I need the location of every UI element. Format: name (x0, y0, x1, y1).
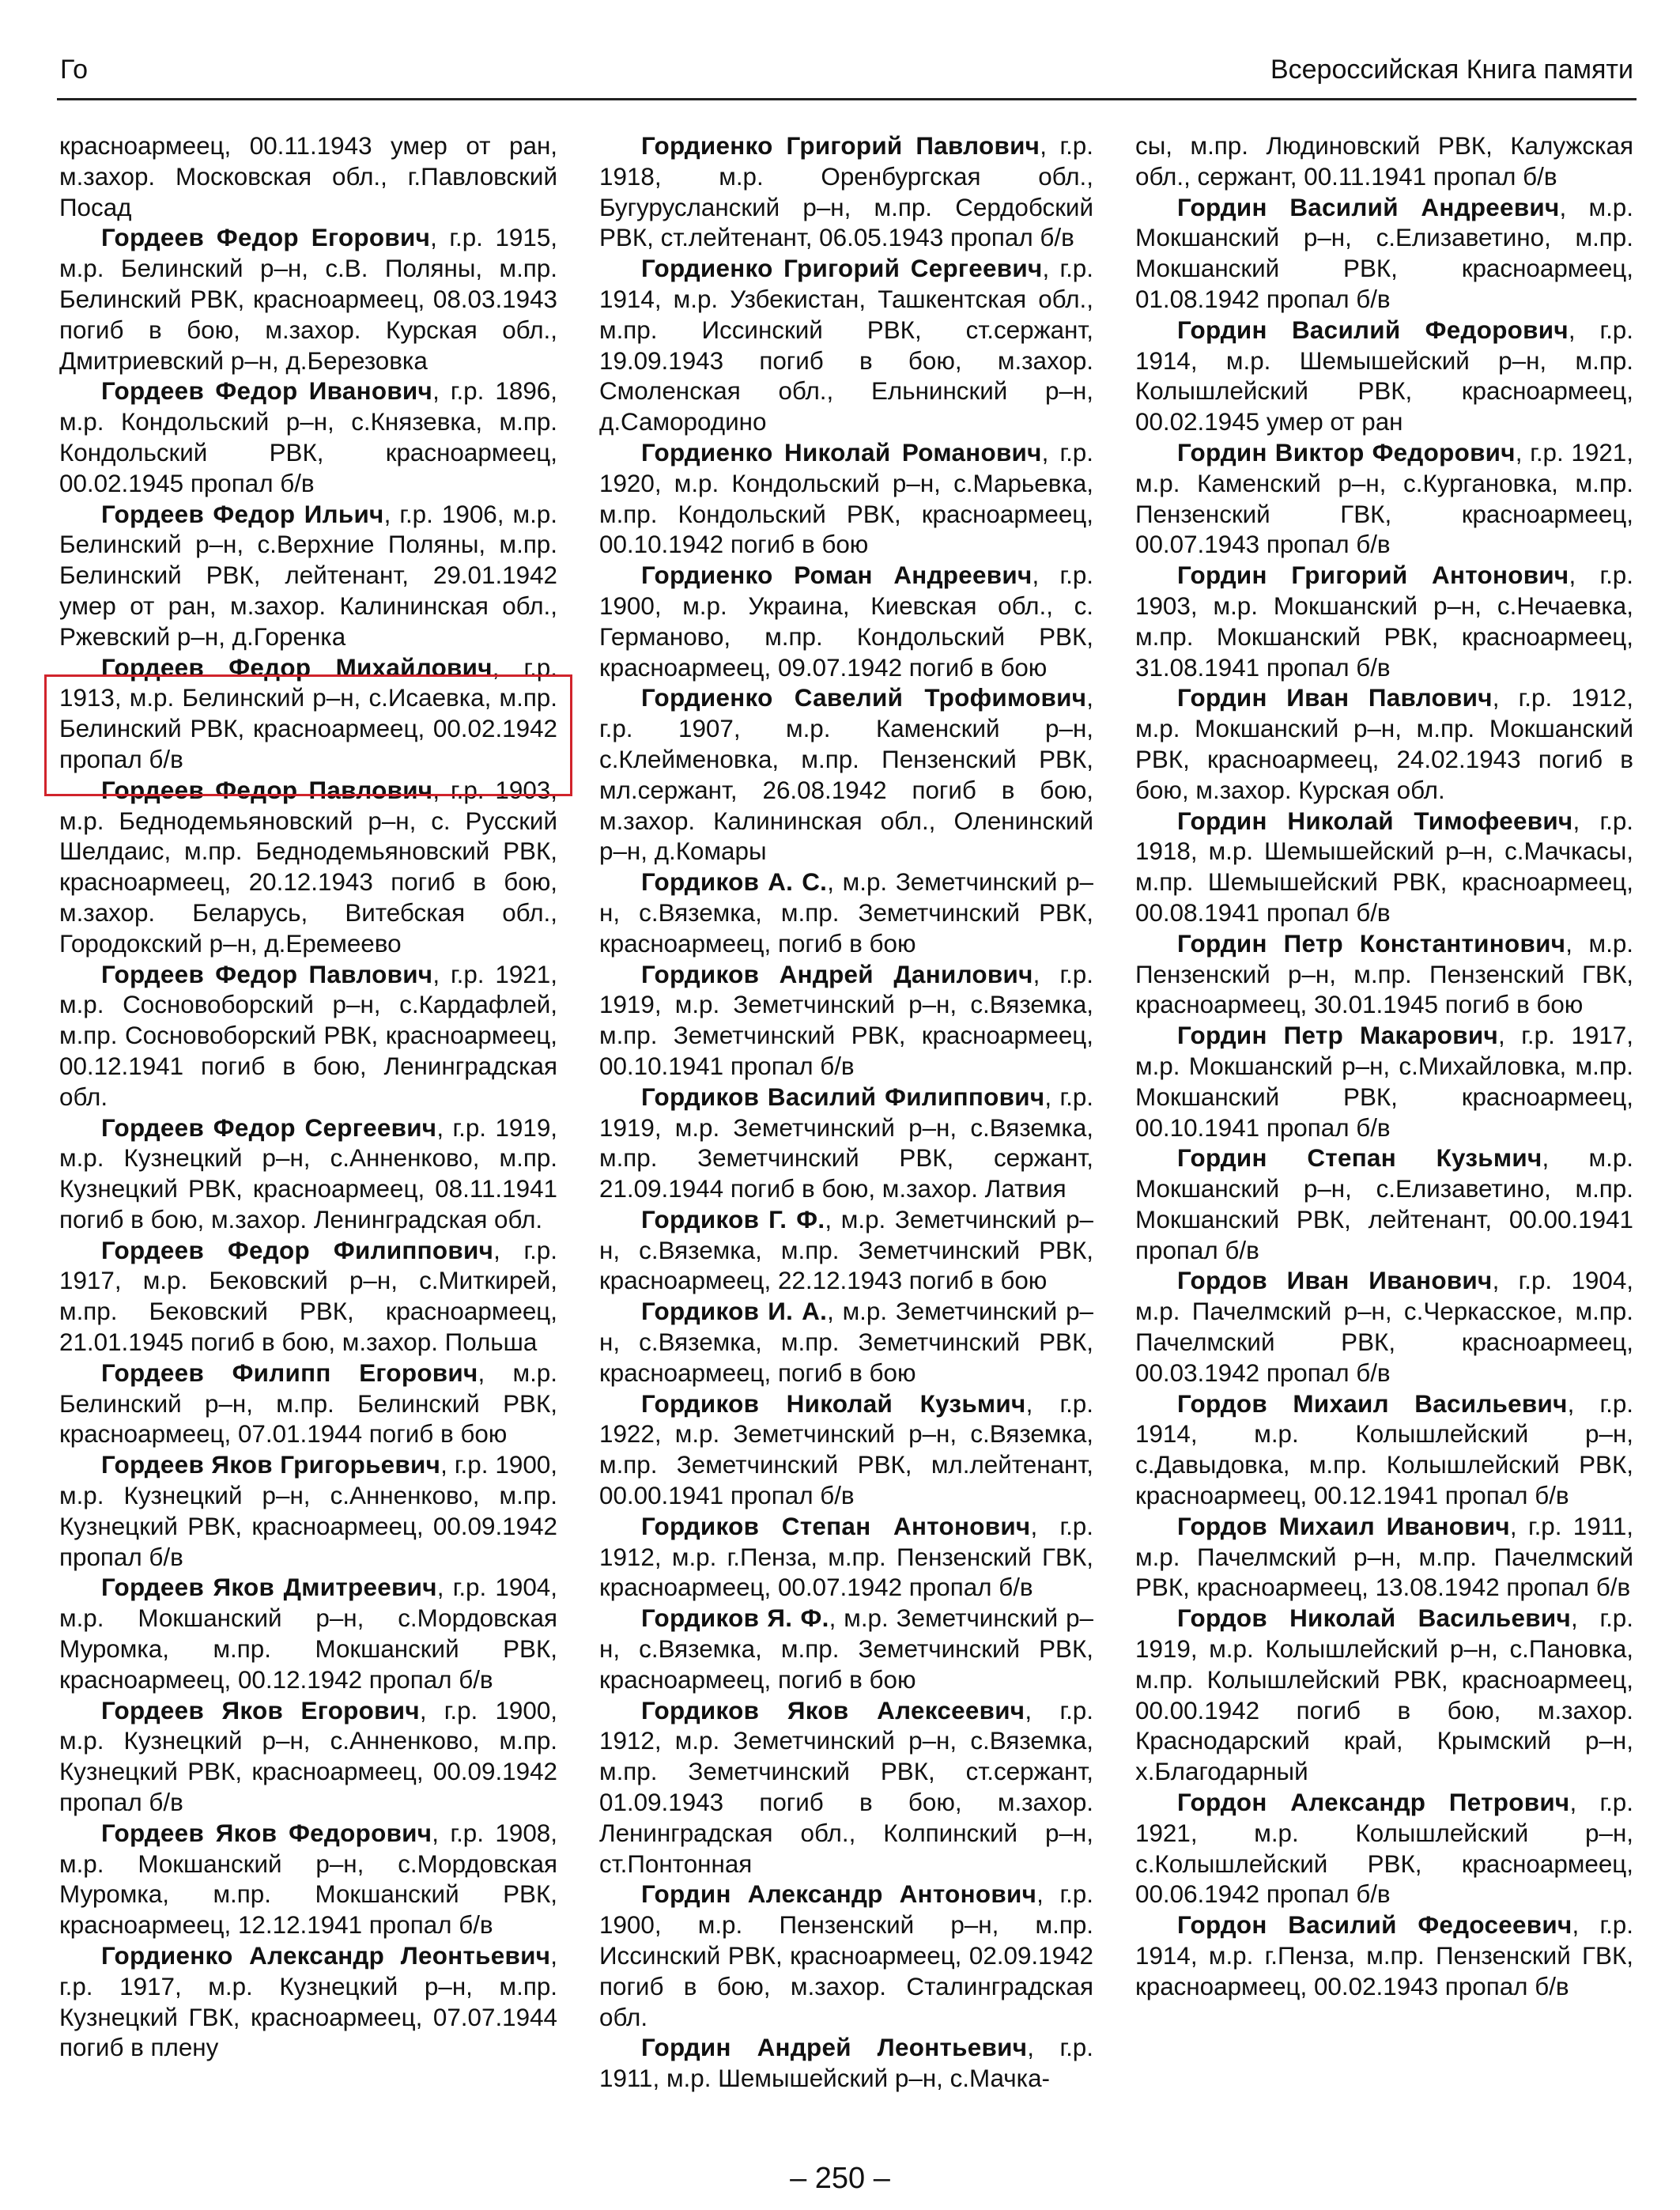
entry-details: , г.р. 1912, м.р. Земетчинский р–н, с.Вяземка, м.пр. Земетчинский РВК, ст.сержант, 01.09.1943 погиб в бою, м.захор. Ленинградская обл., Колпинский р–н, ст.Понтонная (599, 1696, 1093, 1878)
person-name: Гордеев Федор Филиппович (101, 1236, 494, 1264)
memorial-entry (59, 1573, 557, 1695)
person-name: Гордеев Яков Дмитреевич (101, 1573, 437, 1602)
memorial-entry (599, 438, 1093, 561)
text-column-2 (599, 131, 1093, 2095)
entry-details: , г.р. 1921, м.р. Сосновоборский р–н, с.Кардафлей, м.пр. Сосновоборский РВК, красноармеец, 00.12.1941 погиб в бою, Ленинградская обл. (59, 960, 557, 1111)
entry-details: , г.р. 1911, м.р. Пачелмский р–н, м.пр. Пачелмский РВК, красноармеец, 13.08.1942 пропал б/в (1135, 1512, 1634, 1602)
memorial-entry (599, 1696, 1093, 1880)
person-name: Гордиенко Александр Леонтьевич (101, 1942, 551, 1970)
entry-details: красноармеец, 00.11.1943 умер от ран, м.захор. Московская обл., г.Павловский Посад (59, 132, 557, 221)
entry-details: , г.р. 1908, м.р. Мокшанский р–н, с.Мордовская Муромка, м.пр. Мокшанский РВК, красноармеец, 12.12.1941 пропал б/в (59, 1819, 557, 1940)
entry-details: , м.р. Мокшанский р–н, с.Елизаветино, м.пр. Мокшанский РВК, лейтенант, 00.00.1941 пропал б/в (1135, 1144, 1633, 1264)
text-column-1 (59, 131, 557, 2064)
person-name: Гордеев Федор Егорович (101, 224, 431, 252)
entry-details: , г.р. 1906, м.р. Белинский р–н, с.Верхние Поляны, м.пр. Белинский РВК, лейтенант, 29.01.1942 умер от ран, м.захор. Калининская обл., Ржевский р–н, д.Горенка (59, 500, 557, 651)
person-name: Гордон Александр Петрович (1177, 1789, 1570, 1817)
memorial-entry (1135, 1604, 1633, 1788)
entry-details: , г.р. 1922, м.р. Земетчинский р–н, с.Вяземка, м.пр. Земетчинский РВК, мл.лейтенант, 00.00.1941 пропал б/в (599, 1389, 1093, 1510)
person-name: Гордиков Степан Антонович (641, 1512, 1031, 1540)
entry-details: , г.р. 1917, м.р. Кузнецкий р–н, м.пр. Кузнецкий ГВК, красноармеец, 07.07.1944 погиб в плену (59, 1942, 557, 2062)
person-name: Гордиенко Григорий Павлович (641, 132, 1040, 160)
entry-details: , г.р. 1921, м.р. Каменский р–н, с.Кургановка, м.пр. Пензенский ГВК, красноармеец, 00.07.1943 пропал б/в (1135, 438, 1633, 559)
person-name: Гордеев Яков Егорович (101, 1696, 420, 1725)
entry-details: , г.р. 1900, м.р. Украина, Киевская обл., с. Германово, м.пр. Кондольский РВК, красноармеец, 09.07.1942 погиб в бою (599, 561, 1093, 682)
entry-details: , г.р. 1920, м.р. Кондольский р–н, с.Марьевка, м.пр. Кондольский РВК, красноармеец, 00.10.1942 погиб в бою (599, 438, 1093, 559)
person-name: Гордин Петр Константинович (1177, 929, 1566, 958)
person-name: Гордеев Федор Сергеевич (101, 1113, 437, 1142)
memorial-entry (59, 1696, 557, 1819)
person-name: Гордиков Андрей Данилович (641, 960, 1033, 988)
memorial-entry (1135, 131, 1633, 193)
person-name: Гордеев Яков Федорович (101, 1819, 432, 1847)
entry-details: , г.р. 1900, м.р. Пензенский р–н, м.пр. Иссинский РВК, красноармеец, 02.09.1942 погиб в бою, м.захор. Сталинградская обл. (599, 1880, 1093, 2031)
memorial-entry (59, 223, 557, 376)
memorial-entry (1135, 561, 1633, 683)
text-column-3 (1135, 131, 1633, 2003)
memorial-entry (599, 2033, 1093, 2095)
memorial-entry (599, 1512, 1093, 1604)
memorial-entry (599, 1082, 1093, 1205)
entry-details: , г.р. 1919, м.р. Кузнецкий р–н, с.Анненково, м.пр. Кузнецкий РВК, красноармеец, 08.11.1941 погиб в бою, м.захор. Ленинградская обл. (59, 1113, 557, 1233)
entry-details: , г.р. 1918, м.р. Оренбургская обл., Бугурусланский р–н, м.пр. Сердобский РВК, ст.лейтенант, 06.05.1943 пропал б/в (599, 132, 1093, 252)
memorial-entry (599, 1297, 1093, 1388)
memorial-entry (599, 1604, 1093, 1695)
entry-details: , г.р. 1896, м.р. Кондольский р–н, с.Князевка, м.пр. Кондольский РВК, красноармеец, 00.02.1945 пропал б/в (59, 377, 557, 497)
entry-details: , г.р. 1921, м.р. Колышлейский р–н, с.Колышлейский РВК, красноармеец, 00.06.1942 пропал б/в (1135, 1789, 1633, 1909)
header-book-title: Всероссийская Книга памяти (1270, 55, 1633, 85)
memorial-entry (1135, 315, 1633, 438)
person-name: Гордов Михаил Васильевич (1177, 1389, 1568, 1418)
memorial-entry (1135, 193, 1633, 315)
memorial-entry (1135, 1389, 1633, 1512)
memorial-entry (1135, 1143, 1633, 1266)
memorial-entry (1135, 683, 1633, 806)
person-name: Гордиков Василий Филиппович (641, 1082, 1045, 1111)
memorial-entry (1135, 929, 1633, 1021)
memorial-entry (599, 1389, 1093, 1512)
entry-details: , г.р. 1907, м.р. Каменский р–н, с.Клейменовка, м.пр. Пензенский РВК, мл.сержант, 26.08.1942 погиб в бою, м.захор. Калининская обл., Оленинский р–н, д.Комары (599, 684, 1093, 866)
memorial-entry (59, 376, 557, 499)
memorial-entry (599, 561, 1093, 683)
memorial-entry (59, 1236, 557, 1358)
entry-details: , г.р. 1919, м.р. Земетчинский р–н, с.Вяземка, м.пр. Земетчинский РВК, сержант, 21.09.1944 погиб в бою, м.захор. Латвия (599, 1082, 1093, 1203)
person-name: Гордов Иван Иванович (1177, 1267, 1493, 1295)
entry-details: , г.р. 1915, м.р. Белинский р–н, с.В. Поляны, м.пр. Белинский РВК, красноармеец, 08.03.1943 погиб в бою, м.захор. Курская обл., Дмитриевский р–н, д.Березовка (59, 224, 557, 375)
highlight-box (44, 674, 572, 796)
person-name: Гордин Василий Андреевич (1177, 193, 1560, 221)
memorial-entry (59, 1450, 557, 1573)
person-name: Гордиенко Роман Андреевич (641, 561, 1033, 590)
memorial-entry (59, 1941, 557, 2064)
memorial-entry (1135, 1910, 1633, 2002)
entry-details: сы, м.пр. Людиновский РВК, Калужская обл., сержант, 00.11.1941 пропал б/в (1135, 132, 1633, 191)
person-name: Гордеев Федор Ильич (101, 500, 384, 528)
entry-details: , м.р. Земетчинский р–н, с.Вяземка, м.пр. Земетчинский РВК, красноармеец, погиб в бою (599, 1604, 1093, 1694)
person-name: Гордиков И. А. (641, 1298, 828, 1326)
entry-details: , м.р. Белинский р–н, м.пр. Белинский РВК, красноармеец, 07.01.1944 погиб в бою (59, 1358, 557, 1449)
entry-details: , м.р. Земетчинский р–н, с.Вяземка, м.пр. Земетчинский РВК, красноармеец, 22.12.1943 погиб в бою (599, 1205, 1093, 1295)
person-name: Гордеев Федор Михайлович (101, 653, 493, 682)
person-name: Гордов Михаил Иванович (1177, 1512, 1510, 1540)
entry-details: , г.р. 1917, м.р. Мокшанский р–н, с.Михайловка, м.пр. Мокшанский РВК, красноармеец, 00.10.1941 пропал б/в (1135, 1022, 1633, 1142)
memorial-entry (599, 131, 1093, 254)
person-name: Гордеев Филипп Егорович (101, 1358, 478, 1387)
person-name: Гордин Виктор Федорович (1177, 438, 1516, 467)
entry-details: , г.р. 1917, м.р. Бековский р–н, с.Миткирей, м.пр. Бековский РВК, красноармеец, 21.01.1945 погиб в бою, м.захор. Польша (59, 1236, 557, 1357)
memorial-entry (1135, 1788, 1633, 1910)
person-name: Гордеев Федор Иванович (101, 377, 433, 406)
memorial-entry (59, 960, 557, 1113)
entry-details: , г.р. 1913, м.р. Белинский р–н, с.Исаевка, м.пр. Белинский РВК, красноармеец, 00.02.1942 пропал б/в (59, 653, 557, 773)
memorial-entry (1135, 807, 1633, 929)
person-name: Гордиков А. С. (641, 868, 828, 897)
entry-details: , г.р. 1900, м.р. Кузнецкий р–н, с.Анненково, м.пр. Кузнецкий РВК, красноармеец, 00.09.1942 пропал б/в (59, 1451, 557, 1571)
person-name: Гордиков Николай Кузьмич (641, 1389, 1026, 1418)
entry-details: , г.р. 1912, м.р. Мокшанский р–н, м.пр. Мокшанский РВК, красноармеец, 24.02.1943 погиб в бою, м.захор. Курская обл. (1135, 684, 1633, 804)
memorial-entry (599, 1879, 1093, 2033)
person-name: Гордин Петр Макарович (1177, 1022, 1498, 1050)
person-name: Гордин Григорий Антонович (1177, 561, 1569, 590)
entry-details: , г.р. 1911, м.р. Шемышейский р–н, с.Мачка- (599, 2034, 1093, 2093)
person-name: Гордон Василий Федосеевич (1177, 1911, 1572, 1940)
person-name: Гордиенко Савелий Трофимович (641, 684, 1087, 712)
memorial-entry (1135, 1512, 1633, 1604)
memorial-entry (599, 254, 1093, 438)
memorial-entry (599, 867, 1093, 959)
memorial-entry (599, 1205, 1093, 1297)
person-name: Гордиков Яков Алексеевич (641, 1696, 1025, 1725)
running-header (60, 52, 1633, 87)
person-name: Гордеев Федор Павлович (101, 960, 433, 988)
entry-details: , г.р. 1912, м.р. г.Пенза, м.пр. Пензенский ГВК, красноармеец, 00.07.1942 пропал б/в (599, 1512, 1093, 1602)
memorial-entry (59, 500, 557, 653)
entry-details: , м.р. Пензенский р–н, м.пр. Пензенский ГВК, красноармеец, 30.01.1945 погиб в бою (1135, 929, 1633, 1019)
header-section-letters: Го (60, 55, 89, 85)
person-name: Гордин Василий Федорович (1177, 315, 1569, 344)
memorial-entry (59, 1819, 557, 1941)
person-name: Гордин Александр Антонович (641, 1880, 1037, 1909)
entry-details: , г.р. 1918, м.р. Шемышейский р–н, с.Мачкасы, м.пр. Шемышейский РВК, красноармеец, 00.08.1941 пропал б/в (1135, 807, 1633, 927)
entry-details: , г.р. 1919, м.р. Земетчинский р–н, с.Вяземка, м.пр. Земетчинский РВК, красноармеец, 00.10.1941 пропал б/в (599, 960, 1093, 1080)
entry-details: , г.р. 1914, м.р. Шемышейский р–н, м.пр. Колышлейский РВК, красноармеец, 00.02.1945 умер от ран (1135, 315, 1633, 436)
person-name: Гордов Николай Васильевич (1177, 1604, 1571, 1633)
entry-details: , г.р. 1903, м.р. Мокшанский р–н, с.Нечаевка, м.пр. Мокшанский РВК, красноармеец, 31.08.1941 пропал б/в (1135, 561, 1633, 682)
memorial-entry (1135, 1266, 1633, 1388)
memorial-entry (599, 683, 1093, 867)
person-name: Гордиенко Григорий Сергеевич (641, 255, 1043, 283)
entry-details: , г.р. 1904, м.р. Мокшанский р–н, с.Мордовская Муромка, м.пр. Мокшанский РВК, красноармеец, 00.12.1942 пропал б/в (59, 1573, 557, 1694)
person-name: Гордин Андрей Леонтьевич (641, 2034, 1028, 2062)
entry-details: , г.р. 1914, м.р. г.Пенза, м.пр. Пензенский ГВК, красноармеец, 00.02.1943 пропал б/в (1135, 1911, 1633, 2000)
person-name: Гордиков Г. Ф. (641, 1205, 825, 1233)
person-name: Гордеев Федор Павлович (101, 776, 433, 804)
entry-details: , г.р. 1903, м.р. Беднодемьяновский р–н, с. Русский Шелдаис, м.пр. Беднодемьяновский РВК, красноармеец, 20.12.1943 погиб в бою, м.захор. Беларусь, Витебская обл., Городокский р–н, д.Еремеево (59, 776, 557, 958)
person-name: Гордин Степан Кузьмич (1177, 1144, 1542, 1173)
memorial-entry (59, 131, 557, 223)
entry-details: , г.р. 1919, м.р. Колышлейский р–н, с.Пановка, м.пр. Колышлейский РВК, красноармеец, 00.00.1942 погиб в бою, м.захор. Краснодарский край, Крымский р–н, х.Благодарный (1135, 1604, 1633, 1786)
memorial-entry (1135, 1021, 1633, 1143)
memorial-entry (59, 776, 557, 960)
memorial-entry (59, 1113, 557, 1236)
entry-details: , г.р. 1904, м.р. Пачелмский р–н, с.Черкасское, м.пр. Пачелмский РВК, красноармеец, 00.03.1942 пропал б/в (1135, 1267, 1633, 1387)
header-rule (57, 98, 1637, 100)
memorial-entry (1135, 438, 1633, 561)
person-name: Гордиков Я. Ф. (641, 1604, 829, 1633)
entry-details: , м.р. Мокшанский р–н, с.Елизаветино, м.пр. Мокшанский РВК, красноармеец, 01.08.1942 пропал б/в (1135, 193, 1633, 313)
entry-details: , м.р. Земетчинский р–н, с.Вяземка, м.пр. Земетчинский РВК, красноармеец, погиб в бою (599, 868, 1093, 958)
memorial-entry (599, 960, 1093, 1082)
page-number: – 250 – (790, 2162, 890, 2195)
memorial-entry (59, 1358, 557, 1450)
entry-details: , м.р. Земетчинский р–н, с.Вяземка, м.пр. Земетчинский РВК, красноармеец, погиб в бою (599, 1298, 1093, 1387)
entry-details: , г.р. 1914, м.р. Колышлейский р–н, с.Давыдовка, м.пр. Колышлейский РВК, красноармеец, 00.12.1941 пропал б/в (1135, 1389, 1633, 1510)
person-name: Гордиенко Николай Романович (641, 438, 1042, 467)
entry-details: , г.р. 1914, м.р. Узбекистан, Ташкентская обл., м.пр. Иссинский РВК, ст.сержант, 19.09.1943 погиб в бою, м.захор. Смоленская обл., Ельнинский р–н, д.Самородино (599, 255, 1093, 436)
entry-details: , г.р. 1900, м.р. Кузнецкий р–н, с.Анненково, м.пр. Кузнецкий РВК, красноармеец, 00.09.1942 пропал б/в (59, 1696, 557, 1817)
person-name: Гордеев Яков Григорьевич (101, 1451, 441, 1479)
person-name: Гордин Иван Павлович (1177, 684, 1493, 712)
person-name: Гордин Николай Тимофеевич (1177, 807, 1573, 835)
